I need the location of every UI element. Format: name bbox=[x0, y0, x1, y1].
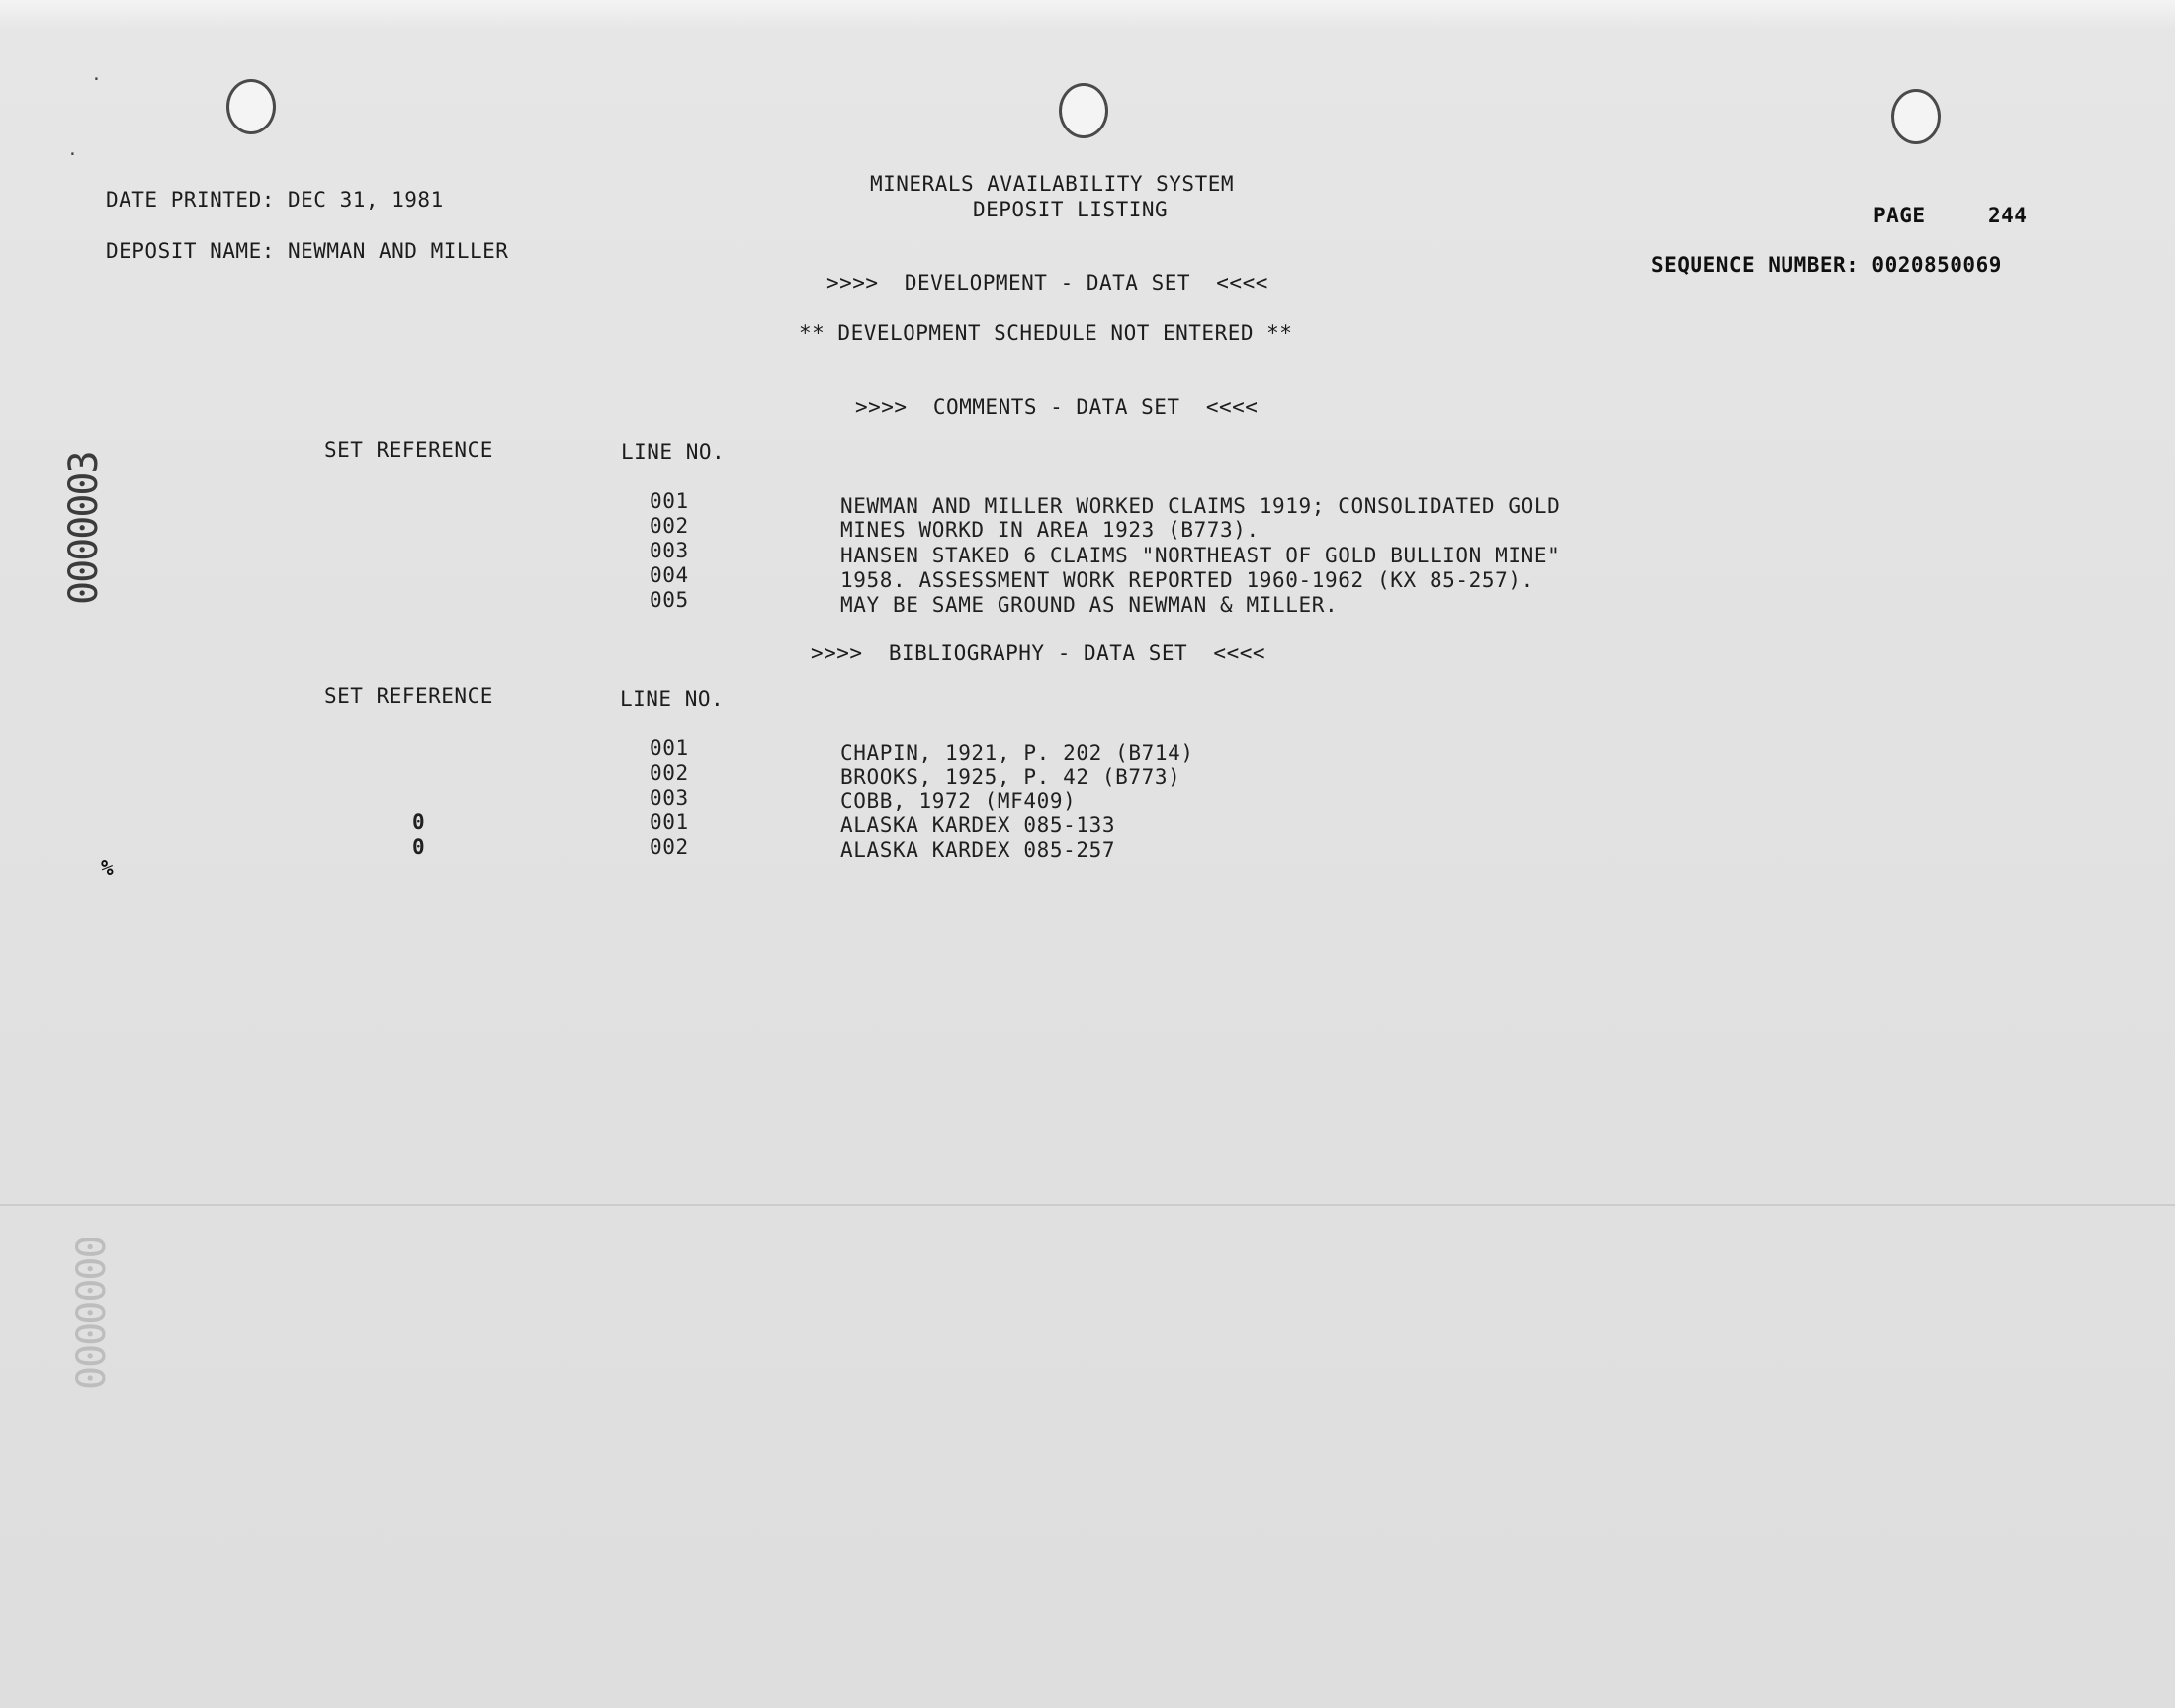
punch-hole-center bbox=[1059, 83, 1108, 138]
comment-text: 1958. ASSESSMENT WORK REPORTED 1960-1962 (KX 85-257). bbox=[840, 568, 1534, 592]
side-stamp-number: 0000003 bbox=[61, 452, 107, 605]
deposit-name: DEPOSIT NAME: NEWMAN AND MILLER bbox=[106, 239, 509, 263]
bibliography-line-no: 002 bbox=[650, 835, 689, 859]
bibliography-text: ALASKA KARDEX 085-133 bbox=[840, 813, 1116, 837]
punch-hole-left bbox=[226, 79, 276, 134]
comments-line-no-header: LINE NO. bbox=[621, 440, 726, 464]
comment-text: MINES WORKD IN AREA 1923 (B773). bbox=[840, 518, 1260, 542]
comment-line-no: 005 bbox=[650, 588, 689, 612]
system-title: MINERALS AVAILABILITY SYSTEM bbox=[870, 172, 1235, 196]
bibliography-set-ref: 0 bbox=[412, 835, 426, 859]
comment-text: MAY BE SAME GROUND AS NEWMAN & MILLER. bbox=[840, 593, 1339, 617]
page-label: PAGE bbox=[1873, 204, 1926, 227]
stray-mark: · bbox=[67, 144, 78, 165]
comment-text: NEWMAN AND MILLER WORKED CLAIMS 1919; CONSOLIDATED GOLD bbox=[840, 494, 1561, 518]
bibliography-set-reference-header: SET REFERENCE bbox=[324, 684, 493, 708]
bibliography-line-no-header: LINE NO. bbox=[620, 687, 725, 711]
bibliography-line-no: 001 bbox=[650, 736, 689, 760]
development-note: ** DEVELOPMENT SCHEDULE NOT ENTERED ** bbox=[799, 321, 1293, 345]
comment-text: HANSEN STAKED 6 CLAIMS "NORTHEAST OF GOLD BULLION MINE" bbox=[840, 544, 1561, 567]
comment-line-no: 003 bbox=[650, 539, 689, 562]
stray-mark: · bbox=[91, 69, 102, 90]
comment-line-no: 004 bbox=[650, 563, 689, 587]
bibliography-text: BROOKS, 1925, P. 42 (B773) bbox=[840, 765, 1181, 789]
page-number: 244 bbox=[1988, 204, 2028, 227]
bibliography-line-no: 002 bbox=[650, 761, 689, 785]
fold-line bbox=[0, 1204, 2175, 1206]
paper-top-edge bbox=[0, 0, 2175, 30]
end-of-record-mark: % bbox=[101, 856, 115, 880]
comments-set-reference-header: SET REFERENCE bbox=[324, 438, 493, 462]
punch-hole-right bbox=[1891, 89, 1941, 144]
comments-heading: >>>> COMMENTS - DATA SET <<<< bbox=[855, 395, 1259, 419]
bibliography-text: CHAPIN, 1921, P. 202 (B714) bbox=[840, 741, 1194, 765]
comment-line-no: 002 bbox=[650, 514, 689, 538]
bibliography-line-no: 001 bbox=[650, 811, 689, 834]
sequence-number: SEQUENCE NUMBER: 0020850069 bbox=[1651, 253, 2002, 277]
bibliography-text: ALASKA KARDEX 085-257 bbox=[840, 838, 1116, 862]
bibliography-heading: >>>> BIBLIOGRAPHY - DATA SET <<<< bbox=[811, 641, 1266, 665]
date-printed: DATE PRINTED: DEC 31, 1981 bbox=[106, 188, 444, 212]
development-heading: >>>> DEVELOPMENT - DATA SET <<<< bbox=[826, 271, 1268, 295]
side-stamp-number-faint: 0000000 bbox=[69, 1237, 115, 1390]
listing-title: DEPOSIT LISTING bbox=[973, 198, 1169, 221]
comment-line-no: 001 bbox=[650, 489, 689, 513]
bibliography-text: COBB, 1972 (MF409) bbox=[840, 789, 1077, 812]
bibliography-set-ref: 0 bbox=[412, 811, 426, 834]
bibliography-line-no: 003 bbox=[650, 786, 689, 810]
